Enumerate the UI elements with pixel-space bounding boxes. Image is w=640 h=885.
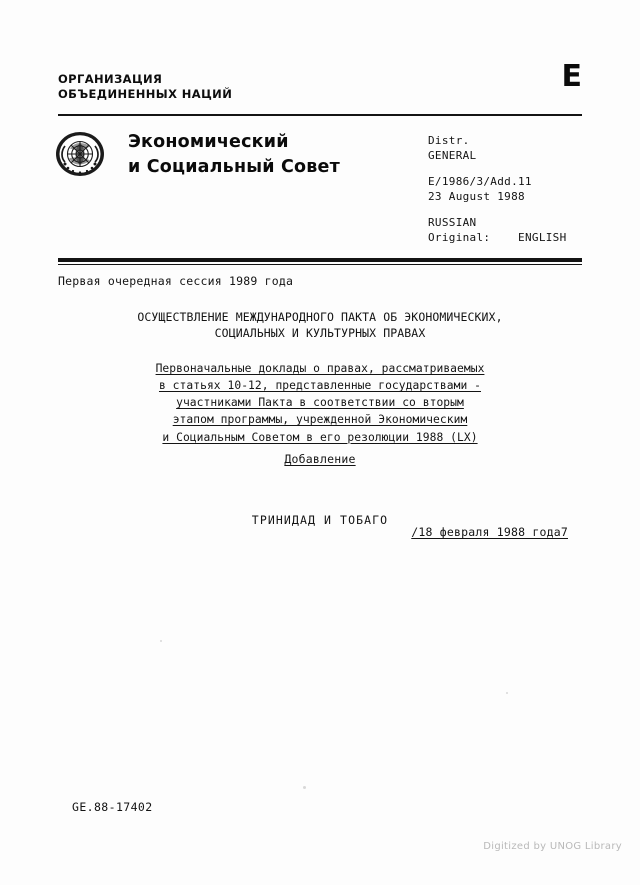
addendum-label [0,452,640,466]
un-emblem-icon [55,131,105,177]
distr-value: GENERAL [428,148,477,162]
council-title [128,130,340,180]
original-label: Original: [428,230,491,244]
organization-line-1: ОРГАНИЗАЦИЯ [58,72,163,86]
scan-speck [303,786,306,789]
document-date: 23 August 1988 [428,189,525,203]
organization-line-2: ОБЪЕДИНЕННЫХ НАЦИЙ [58,87,233,102]
main-heading-line-2: СОЦИАЛЬНЫХ И КУЛЬТУРНЫХ ПРАВАХ [214,326,426,341]
session-line: Первая очередная сессия 1989 года [58,274,294,288]
document-symbol-block [428,175,567,205]
distr-label: Distr. [428,134,470,147]
distribution-general [428,134,567,164]
sub-heading-line-2: в статьях 10-12, представленные государствами - [158,379,481,393]
language-block [428,216,567,246]
main-heading-line-1: ОСУЩЕСТВЛЕНИЕ МЕЖДУНАРОДНОГО ПАКТА ОБ ЭКОНОМИЧЕСКИХ, [137,310,503,324]
council-title-line-1: Экономический [128,132,289,152]
main-heading [0,309,640,342]
document-symbol: E/1986/3/Add.11 [428,174,532,188]
submission-date-text: /18 февраля 1988 года7 [411,525,568,539]
original-language [428,231,567,246]
sub-heading-line-4: этапом программы, учрежденной Экономическим [172,413,468,427]
document-symbol-letter: E [561,59,582,94]
header-divider-thick [58,258,582,262]
language: RUSSIAN [428,215,477,229]
distribution-block [428,134,567,246]
country-name: ТРИНИДАД И ТОБАГО [251,513,389,527]
header-divider-top [58,114,582,116]
scan-speck [160,640,162,642]
sub-heading [0,360,640,446]
submission-date [411,525,568,539]
original-value: ENGLISH [518,230,567,244]
sub-heading-line-3: участниками Пакта в соответствии со вторым [176,396,464,410]
addendum-text: Добавление [284,452,356,466]
document-code: GE.88-17402 [72,800,153,814]
scan-speck [506,692,508,694]
digitized-note: Digitized by UNOG Library [483,841,622,852]
header-divider-bottom [58,264,582,265]
organization-name [58,72,232,102]
sub-heading-line-5: и Социальным Советом в его резолюции 1988 (LX) [162,430,478,444]
council-title-line-2: и Социальный Совет [128,156,340,177]
sub-heading-line-1: Первоначальные доклады о правах, рассматриваемых [155,362,485,375]
